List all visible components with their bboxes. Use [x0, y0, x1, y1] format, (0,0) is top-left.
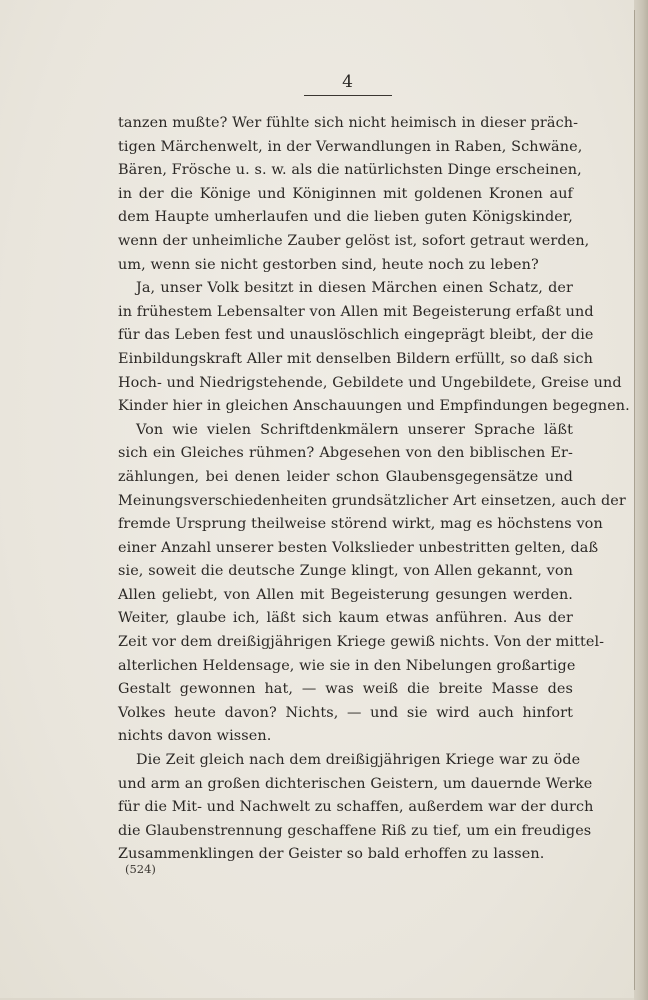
text-line: Volkes heute davon? Nichts, — und sie wird auch hinfort [118, 704, 573, 721]
page-edge [634, 0, 648, 1000]
text-line: tanzen mußte? Wer fühlte sich nicht heimisch in dieser präch- [118, 115, 579, 131]
text-line: Bären, Frösche u. s. w. als die natürlichsten Dinge erscheinen, [118, 162, 582, 179]
text-line: zählungen, bei denen leider schon Glaubensgegensätze und [118, 468, 573, 485]
body-text [118, 112, 630, 867]
text-line: in frühestem Lebensalter von Allen mit Begeisterung erfaßt und [118, 303, 594, 320]
text-line: Meinungsverschiedenheiten grundsätzlicher Art einsetzen, auch der [118, 492, 626, 509]
text-line: und arm an großen dichterischen Geistern, um dauernde Werke [118, 775, 593, 792]
text-line: Weiter, glaube ich, läßt sich kaum etwas anführen. Aus der [118, 610, 573, 627]
text-line: Kinder hier in gleichen Anschauungen und Empfindungen begegnen. [118, 398, 630, 415]
text-line: nichts davon wissen. [118, 728, 272, 745]
text-line: für die Mit- und Nachwelt zu schaffen, außerdem war der durch [118, 799, 594, 816]
text-line: Von wie vielen Schriftdenkmälern unserer Sprache läßt [136, 421, 573, 438]
text-line: die Glaubenstrennung geschaffene Riß zu tief, um ein freudiges [118, 822, 592, 839]
text-line: fremde Ursprung theilweise störend wirkt, mag es höchstens von [118, 516, 603, 533]
header-rule [304, 95, 392, 96]
text-line: für das Leben fest und unauslöschlich eingeprägt bleibt, der die [118, 327, 594, 344]
text-line: sich ein Gleiches rühmen? Abgesehen von den biblischen Er- [118, 445, 573, 462]
page-edge-line [634, 10, 635, 990]
text-line: in der die Könige und Königinnen mit goldenen Kronen auf [118, 185, 573, 202]
text-line: Zusammenklingen der Geister so bald erhoffen zu lassen. [118, 846, 545, 863]
text-line: Einbildungskraft Aller mit denselben Bildern erfüllt, so daß sich [118, 350, 594, 367]
text-line: dem Haupte umherlaufen und die lieben guten Königskinder, [118, 209, 573, 226]
text-line: Allen geliebt, von Allen mit Begeisterung gesungen werden. [118, 586, 573, 603]
text-line: tigen Märchenwelt, in der Verwandlungen in Raben, Schwäne, [118, 138, 583, 155]
signature-mark: (524) [125, 862, 156, 876]
text-line: alterlichen Heldensage, wie sie in den Nibelungen großartige [118, 657, 576, 674]
text-line: Ja, unser Volk besitzt in diesen Märchen einen Schatz, der [136, 280, 573, 297]
text-line: Zeit vor dem dreißigjährigen Kriege gewiß nichts. Von der mittel- [118, 634, 605, 651]
text-line: um, wenn sie nicht gestorben sind, heute noch zu leben? [118, 256, 539, 273]
page-number: 4 [342, 72, 353, 92]
text-line: einer Anzahl unserer besten Volkslieder unbestritten gelten, daß [118, 539, 599, 556]
text-line: sie, soweit die deutsche Zunge klingt, von Allen gekannt, von [118, 563, 573, 580]
text-line: Die Zeit gleich nach dem dreißigjährigen Kriege war zu öde [136, 752, 581, 769]
text-line: wenn der unheimliche Zauber gelöst ist, sofort getraut werden, [118, 232, 590, 249]
text-line: Hoch- und Niedrigstehende, Gebildete und Ungebildete, Greise und [118, 374, 622, 391]
text-line: Gestalt gewonnen hat, — was weiß die breite Masse des [118, 681, 573, 698]
